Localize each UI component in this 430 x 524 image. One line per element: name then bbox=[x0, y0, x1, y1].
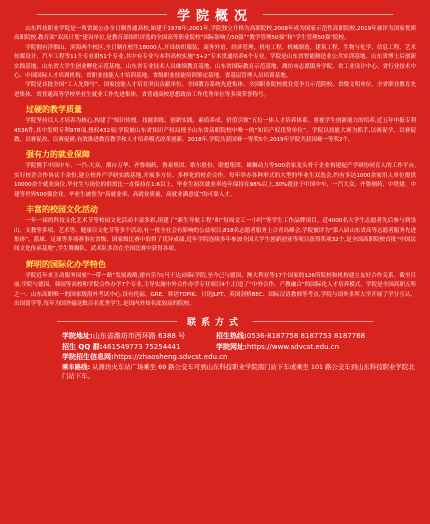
intro-paragraph-2: 学院拥有浮烟山、滨海两个校区,全日制在校生18000人,开设纺织服装、商务外语、经济管理、机电工程、机械制造、建筑工程、生物与化学、信息工程、艺术传媒设计、汽车工程等11个专业群51个专业,其中有专业与本科高校实施“3+2”专本贯通培养6个专业。学院是山东省智能制造业公共实训基地、山东省博士后创新实践基地、山东省大学生创业孵化示范基地、山东省专业技术人员继续教育基地、山东省国际教育示范基地、潍坊市志愿服务学院、省工业设计中心、省行业技术中心、中国国际人才培训机构、省职业技能人才培训基地、省级职业技能培训鉴定基地、省基层管理人员培训基地。 bbox=[14, 44, 416, 80]
qq-group-label: 招生 QQ 群: bbox=[62, 342, 103, 351]
bus-route-value: 从潍坊火车站广场乘坐 69 路公交车可到山东科技职业学院南门站下车或乘坐 101 路公交车到山东科技职业学院北门站下车。 bbox=[62, 362, 415, 381]
website-label: 学院网址: bbox=[216, 342, 247, 351]
website-item bbox=[216, 342, 339, 353]
section-heading-teaching: 过硬的教学质量 bbox=[26, 105, 82, 115]
address-value: 山东省潍坊市西环路 6388 号 bbox=[92, 332, 186, 341]
address-label: 学院地址: bbox=[62, 332, 93, 341]
title-bar bbox=[0, 3, 430, 25]
international-paragraph: 学院近年来主动服务国家“一带一路”发展战略,建有乐尔(马干达)国际学院,至今已与德国、澳大利亚等17个国家的126所院校和机构建立友好合作关系。截至目前,学院与德国、韩国等高校和学院合作办学7个专业,主导实施中外合作办学专业项目4个,打造了“中外合作、产教融合”的国际化人才培养模式。学院是全国高职五所之一、山东高职唯一的国家级海外考试中心,设有托福、GRE、韩语TOPIK、日语JLPT、英国剑桥BEC、国际汉语教师等考点,学院与国外多所大学开展了学分互认、出国留学等,每年为国外输送数百名优秀学生,是国内外知名度较高的院校。 bbox=[14, 272, 416, 307]
hotline-item bbox=[216, 331, 365, 342]
intro-paragraph-1: 山东科技职业学院是一所省属公办全日制普通高校,始建于1978年;2001年,学院独立升格为高职院校,2008年成为国家示范性高职院校,2019年被评为国家优质高职院校,教育部“双高计划”建设单位,是教育部组织评选的全国高等职业院校“国际影响力50强”“教学管理50强”和“学生管理50强”院校。 bbox=[14, 26, 416, 42]
bus-route bbox=[0, 363, 430, 382]
teaching-paragraph: 学院坚持以人才培养为核心,构建了“知识传授、技能训练、创新实践、素质养成、价值引领”五位一体人才培养体系。重视学生创新能力的培养,近五年申报专利4536件,其中发明专利978项,授权432项;学院被山东省知识产权局授予山东省高职院校中唯一的“知识产权优势单位”。学院以技能大赛为抓手,以赛促学、以赛促教、以赛促改、以赛促研,有效推进教育教学和人才培养模式改革创新。2018年,学院共获国赛一等奖5个,2019年学院共获国赛一等奖2个。 bbox=[14, 118, 416, 144]
main-content bbox=[0, 25, 430, 309]
admission-site-label: 学院招生信息网: bbox=[62, 353, 114, 362]
contact-right-rule bbox=[253, 321, 373, 322]
address-item bbox=[62, 331, 216, 342]
hotline-value: 0536-8187758 8187753 8187768 bbox=[246, 332, 366, 341]
contact-row bbox=[62, 342, 430, 353]
contact-row bbox=[62, 331, 430, 342]
section-heading-international: 鲜明的国际化办学特色 bbox=[26, 259, 106, 269]
contact-title-bar bbox=[0, 313, 430, 329]
contact-title: 联系方式 bbox=[186, 317, 243, 328]
section-heading-campus-culture: 丰富的校园文化活动 bbox=[26, 205, 98, 215]
employment-paragraph: 学院携手中国中车、一汽-大众、烟台万华、齐鲁制药、鲁泰集团、歌尔股份、联想集团、雄狮动力等500余家龙头骨干企业构建起产学研协同育人的工作平台,实行校企合作协议千余份,建立校外产学研实践基地,开展多方位、多样化的校企合作。每年举办各种形式的大型的毕业生双选会,约有多达1000余家用人单位提供10000余个就业岗位,毕业生与岗位的供需比一直保持在1:6以上。毕业生初次就业率连年保持在98%以上,30%就业于中国中车、一汽大众、齐鲁制药、中铁建、中建等世界500强企业。毕业生被誉为“高就业率、高就业质量、高就业满意度”的可靠人才。 bbox=[14, 163, 416, 198]
intro-paragraph-3: 学院是首批全国“工人先锋号”、国家技能人才培育突出贡献单位、全国教育系统先进集体、全国职业院校就业竞争力示范院校、省级文明单位、全省职业教育先进集体、省普通高等学校毕业生就业工作先进集体、省普通高校思想政治工作优秀单位等多项荣誉称号。 bbox=[14, 82, 416, 98]
admission-site-item bbox=[62, 352, 227, 363]
hotline-label: 招生热线: bbox=[216, 332, 247, 341]
title-left-rule bbox=[37, 14, 167, 15]
contact-left-rule bbox=[57, 321, 177, 322]
bus-route-label: 乘车路线: bbox=[62, 362, 91, 371]
qq-group-item bbox=[62, 342, 216, 353]
page-title: 学院概况 bbox=[176, 8, 253, 24]
contact-row bbox=[62, 352, 430, 363]
title-right-rule bbox=[263, 14, 393, 15]
admission-site-link[interactable]: https://zhaosheng.sdvcst.edu.cn bbox=[113, 353, 228, 362]
contact-info bbox=[0, 329, 430, 363]
qq-group-value: 461549773 75254441 bbox=[102, 342, 181, 351]
website-link[interactable]: https://www.sdvcst.edu.cn bbox=[246, 342, 340, 351]
campus-culture-paragraph: 一年一届的科技文化艺术节等校园文化活动丰富多彩,组建了“新生导航工程”和“每周文工一小时”等学生工作品牌项目。近4000名大学生志愿者先后参与到垦山、支教等多项、艺术等、健康日文化节等多个活动,有一批全社会有影响的公益项目,818名志愿者服务上合青岛峰会,学院被评为“第八届山东省高等志愿者服务先进集体”。篮球、足球等多项赛事在省级、国家级比赛中取得了优异成绩,近年学院连续多年参加全国大学生创新创业等项目获得奖项32个,是全国高职院校首批“中国民间文化传承基地”,学生舞狮队、武术队多次在全国比赛中获得各项。 bbox=[14, 218, 416, 253]
section-heading-employment: 强有力的就业保障 bbox=[26, 150, 90, 160]
